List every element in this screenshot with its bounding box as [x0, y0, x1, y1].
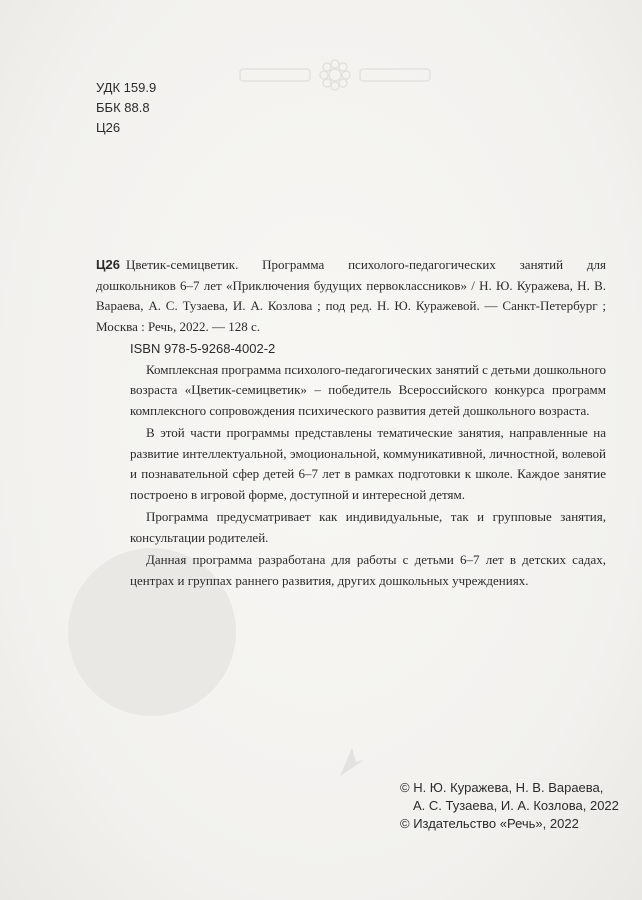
citation-cipher: Ц26	[96, 257, 120, 272]
annotation-paragraph: В этой части программы представлены тематические занятия, направленные на развитие интеллектуальной, эмоциональной, коммуникативной, личностной, волевой и познавательной сфер детей 6–7 лет в рамках подготовки к школе. Каждое занятие построено в игровой форме, доступной и интересной детям.	[130, 425, 606, 502]
catalog-entry	[96, 255, 606, 591]
copyright-publisher: © Издательство «Речь», 2022	[400, 816, 579, 831]
copyright-block	[400, 779, 619, 833]
citation-text: Цветик-семицветик. Программа психолого-педагогических занятий для дошкольников 6–7 лет «Приключения будущих первоклассников» / Н. Ю. Куражева, Н. В. Вараева, А. С. Тузаева, И. А. Козлова ; под ред. Н. Ю. Куражевой. — Санкт-Петербург ; Москва : Речь, 2022. — 128 с.	[96, 257, 606, 334]
author-cipher: Ц26	[96, 120, 121, 135]
copyright-authors-line2: А. С. Тузаева, И. А. Козлова, 2022	[413, 798, 619, 813]
bleed-through-logo-icon	[230, 55, 440, 95]
udk-code: УДК 159.9	[96, 80, 157, 95]
annotation-paragraph: Комплексная программа психолого-педагогических занятий с детьми дошкольного возраста «Цветик-семицветик» – победитель Всероссийского конкурса программ комплексного сопровождения психического развития детей дошкольного возраста.	[130, 361, 607, 418]
annotation-paragraph: Данная программа разработана для работы с детьми 6–7 лет в детских садах, центрах и группах раннего развития, других дошкольных учреждениях.	[130, 552, 606, 588]
bibliographic-citation	[96, 255, 606, 337]
copyright-authors-line1: © Н. Ю. Куражева, Н. В. Вараева,	[400, 780, 604, 795]
bleed-through-stamp-icon	[330, 742, 370, 782]
bbk-code: ББК 88.8	[96, 100, 150, 115]
classification-codes	[96, 78, 156, 138]
annotation-paragraph: Программа предусматривает как индивидуальные, так и групповые занятия, консультации родителей.	[130, 509, 606, 545]
isbn: ISBN 978-5-9268-4002-2	[130, 341, 276, 356]
